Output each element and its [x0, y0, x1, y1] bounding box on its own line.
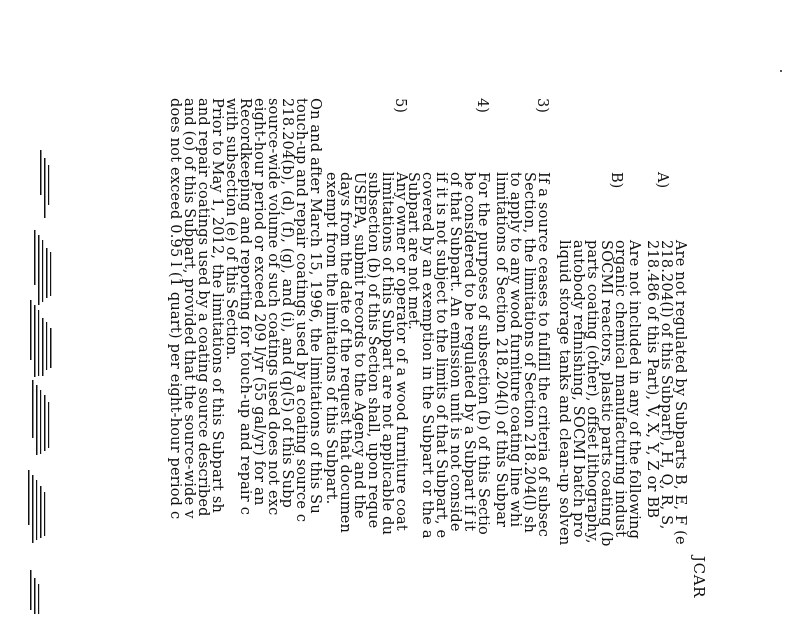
- text-line: For the purposes of subsection (b) of this Sectio: [475, 172, 491, 535]
- text-line: 218.204(l) of this Subpart), H, Q, R, S,: [658, 240, 674, 530]
- text-line: touch-up and repair coatings used by a coating source c: [293, 98, 309, 523]
- text-line: Prior to May 1, 2012, the limitations of this Subpart sh: [209, 98, 225, 514]
- text-line: limitations of Section 218.204(l) of this Subpar: [493, 172, 509, 528]
- text-line: If a source ceases to fulfill the criteria of subsec: [535, 172, 551, 538]
- text-line: SOCMI reactors, plastic parts coating (b: [598, 240, 614, 547]
- text-line: Subpart are not met.: [405, 172, 421, 330]
- text-line: On and after March 15, 1996, the limitations of this Su: [307, 98, 323, 514]
- marker-3: 3): [534, 98, 550, 113]
- scan-dust-mark: [780, 70, 782, 72]
- paragraph-5: [324, 172, 408, 535]
- text-line: Any owner or operator of a wood furniture coat: [393, 172, 409, 531]
- text-line: Are not included in any of the following: [626, 240, 642, 540]
- text-line: eight-hour period or exceed 209 l/yr (55 gal/yr) for an: [251, 98, 267, 506]
- text-line: autobody refinishing, SOCMI batch pro: [570, 240, 586, 538]
- paragraph-3: [494, 172, 550, 537]
- text-line: liquid storage tanks and clean-up solven: [556, 240, 572, 546]
- text-line: Are not regulated by Subparts B, E, F (e: [672, 240, 688, 545]
- marker-b: B): [608, 172, 624, 189]
- text-line: to apply to any wood furniture coating line whi: [507, 172, 523, 528]
- text-line: USEPA, submit records to the Agency and the: [351, 172, 367, 519]
- page-header: JCAR: [690, 556, 708, 599]
- text-line: exempt from the limitations of this Subpart.: [323, 172, 339, 505]
- text-line: does not exceed 0.95 l (1 quart) per eight-hour period c: [167, 98, 183, 520]
- text-line: of that Subpart. An emission unit is not conside: [447, 172, 463, 532]
- text-line: and repair coatings used by a coating source described: [195, 98, 211, 517]
- marker-5: 5): [392, 98, 408, 113]
- text-line: parts coating (other), offset lithography,: [584, 240, 600, 544]
- text-line: 218.486 of this Part), V, X, Y, Z or BB: [644, 240, 660, 519]
- marker-4: 4): [474, 98, 490, 113]
- text-line: with subsection (e) of this Section.: [223, 98, 239, 361]
- paragraph-a: [645, 240, 687, 545]
- text-line: limitations of this Subpart are not applicable du: [379, 172, 395, 536]
- text-line: be considered to be regulated by a Subpart if it: [461, 172, 477, 532]
- paragraph-4: [406, 172, 490, 539]
- text-line: source-wide volume of such coatings used does not exc: [265, 98, 281, 516]
- text-line: and (o) of this Subpart, provided that the source-wide v: [181, 98, 197, 519]
- paragraph-b: [557, 240, 641, 547]
- text-line: Recordkeeping and reporting for touch-up and repair c: [237, 98, 253, 516]
- text-line: covered by an exemption in the Subpart or the a: [419, 172, 435, 539]
- text-line: subsection (b) of this Section shall, upon reque: [365, 172, 381, 529]
- text-line: days from the date of the request that documen: [337, 172, 353, 534]
- paragraph-may-2012: [168, 98, 224, 519]
- paragraph-march-1996: [224, 98, 322, 522]
- marker-a: A): [654, 172, 670, 189]
- scan-barcode-marks: [0, 0, 80, 618]
- text-line: if it is not subject to the limits of that Subpart, e: [433, 172, 449, 539]
- text-line: 218.204(b), (d), (f), (g), and (i), and (q)(5) of this Subp: [279, 98, 295, 509]
- text-line: organic chemical manufacturing indust: [612, 240, 628, 538]
- text-line: Section, the limitations of Section 218.204(l) sh: [521, 172, 537, 534]
